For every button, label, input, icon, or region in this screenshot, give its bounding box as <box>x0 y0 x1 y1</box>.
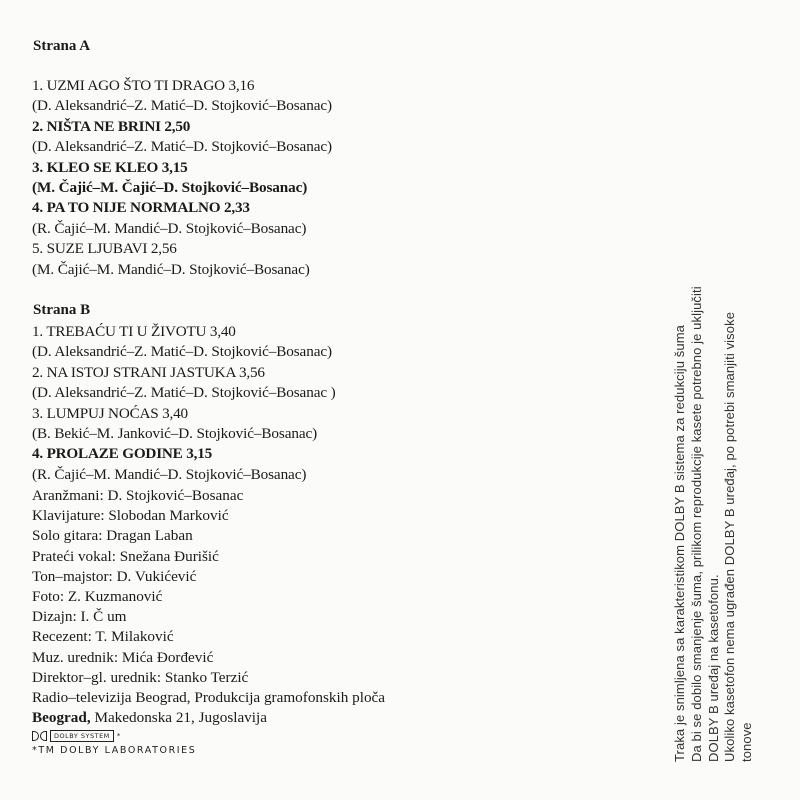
credit-line <box>32 506 385 526</box>
credit-line <box>32 668 385 688</box>
note-line: DOLBY B uređaj na kasetofonu. <box>705 574 721 762</box>
note-line: Da bi se dobilo smanjenje šuma, prilikom reprodukcije kasete potrebno je uključiti <box>688 286 704 762</box>
credit-label: Ton–majstor: <box>32 567 113 585</box>
track-b1 <box>32 322 336 363</box>
credit-value: Slobodan Marković <box>104 507 229 525</box>
credit-line <box>32 648 385 668</box>
track-title: 4. PROLAZE GODINE 3,15 <box>32 445 212 463</box>
dolby-logo <box>32 730 196 742</box>
credit-value: I. Č um <box>76 608 127 626</box>
track-title: 5. SUZE LJUBAVI 2,56 <box>32 240 177 258</box>
dolby-mark <box>32 730 196 756</box>
track-b3 <box>32 404 336 445</box>
track-title: 1. TREBAĆU TI U ŽIVOTU 3,40 <box>32 323 236 340</box>
trademark-asterisk: * <box>116 732 121 740</box>
credit-label: Klavijature: <box>32 507 105 525</box>
dolby-laboratories: *TM DOLBY LABORATORIES <box>32 745 197 756</box>
note-line: tonove <box>739 722 755 762</box>
track-a3 <box>32 158 332 199</box>
credit-label: Prateći vokal: <box>32 547 116 565</box>
credit-label: Recezent: <box>32 628 92 646</box>
credit-label: Foto: <box>32 588 65 606</box>
credit-value: –televizija Beograd, Produkcija gramofonskih ploča <box>68 689 386 707</box>
credit-value: Dragan Laban <box>102 527 193 545</box>
track-title: 4. PA TO NIJE NORMALNO 2,33 <box>32 199 250 217</box>
credit-label: Solo gitara: <box>32 527 103 545</box>
track-composers: (R. Čajić–M. Mandić–D. Stojković–Bosanac) <box>32 465 307 483</box>
credit-value: D. Vukićević <box>112 567 197 585</box>
credits-list <box>32 486 385 728</box>
track-title: 2. NA ISTOJ STRANI JASTUKA 3,56 <box>32 363 265 381</box>
track-a5 <box>32 239 332 280</box>
credit-line <box>32 627 385 647</box>
credit-value: Z. Kuzmanović <box>64 588 163 606</box>
credit-line <box>32 547 385 567</box>
track-b4 <box>32 444 336 485</box>
track-composers: (D. Aleksandrić–Z. Matić–D. Stojković–Bosanac) <box>32 97 332 115</box>
track-a4 <box>32 198 332 239</box>
track-b2 <box>32 363 336 404</box>
credit-line <box>32 486 385 506</box>
credit-value: D. Stojković–Bosanac <box>103 487 244 504</box>
track-composers: (D. Aleksandrić–Z. Matić–D. Stojković–Bosanac ) <box>32 384 336 402</box>
credit-value: T. Milaković <box>91 628 174 646</box>
track-composers: (R. Čajić–M. Mandić–D. Stojković–Bosanac) <box>32 219 307 237</box>
side-b-track-list <box>32 322 336 485</box>
credit-line <box>32 526 385 546</box>
track-title: 3. KLEO SE KLEO 3,15 <box>32 158 188 176</box>
credit-label: Radio <box>32 689 69 707</box>
credit-value: Makedonska 21, Jugoslavija <box>90 709 267 727</box>
side-b-title: Strana B <box>33 302 91 318</box>
credit-line <box>32 708 385 728</box>
side-a-title: Strana A <box>33 38 91 54</box>
track-title: 1. UZMI AGO ŠTO TI DRAGO 3,16 <box>32 77 255 94</box>
track-composers: (D. Aleksandrić–Z. Matić–D. Stojković–Bosanac) <box>32 138 332 156</box>
credit-label: Direktor <box>32 668 84 686</box>
side-a-track-list <box>32 76 332 280</box>
track-composers: (M. Čajić–M. Čajić–D. Stojković–Bosanac) <box>32 179 308 197</box>
credit-line <box>32 567 385 587</box>
track-composers: (M. Čajić–M. Mandić–D. Stojković–Bosanac) <box>32 260 310 278</box>
dolby-system-box: DOLBY SYSTEM <box>50 730 114 742</box>
note-line: Traka je snimljena sa karakteristikom DOLBY B sistema za redukciju šuma <box>672 325 687 762</box>
track-title: 2. NIŠTA NE BRINI 2,50 <box>32 117 191 135</box>
credit-value: Mića Đorđević <box>118 648 214 666</box>
credit-label: Muz. urednik: <box>32 648 119 666</box>
credit-line <box>32 607 385 627</box>
credit-label: Dizajn: <box>32 608 77 626</box>
track-composers: (B. Bekić–M. Janković–D. Stojković–Bosanac) <box>32 425 318 443</box>
track-title: 3. LUMPUJ NOĆAS 3,40 <box>32 404 188 422</box>
track-composers: (D. Aleksandrić–Z. Matić–D. Stojković–Bosanac) <box>32 343 332 361</box>
credit-label: Aranžmani: <box>32 487 104 504</box>
track-a2 <box>32 117 332 158</box>
credit-line <box>32 688 385 708</box>
credit-value: –gl. urednik: Stanko Terzić <box>83 668 249 686</box>
credit-label: Beograd, <box>32 709 91 727</box>
double-d-icon <box>32 731 47 741</box>
dolby-note <box>672 62 756 762</box>
credit-value: Snežana Đurišić <box>115 547 219 565</box>
note-line: Ukoliko kasetofon nema ugrađen DOLBY B uređaj, po potrebi smanjiti visoke <box>722 311 738 762</box>
credit-line <box>32 587 385 607</box>
track-a1 <box>32 76 332 117</box>
